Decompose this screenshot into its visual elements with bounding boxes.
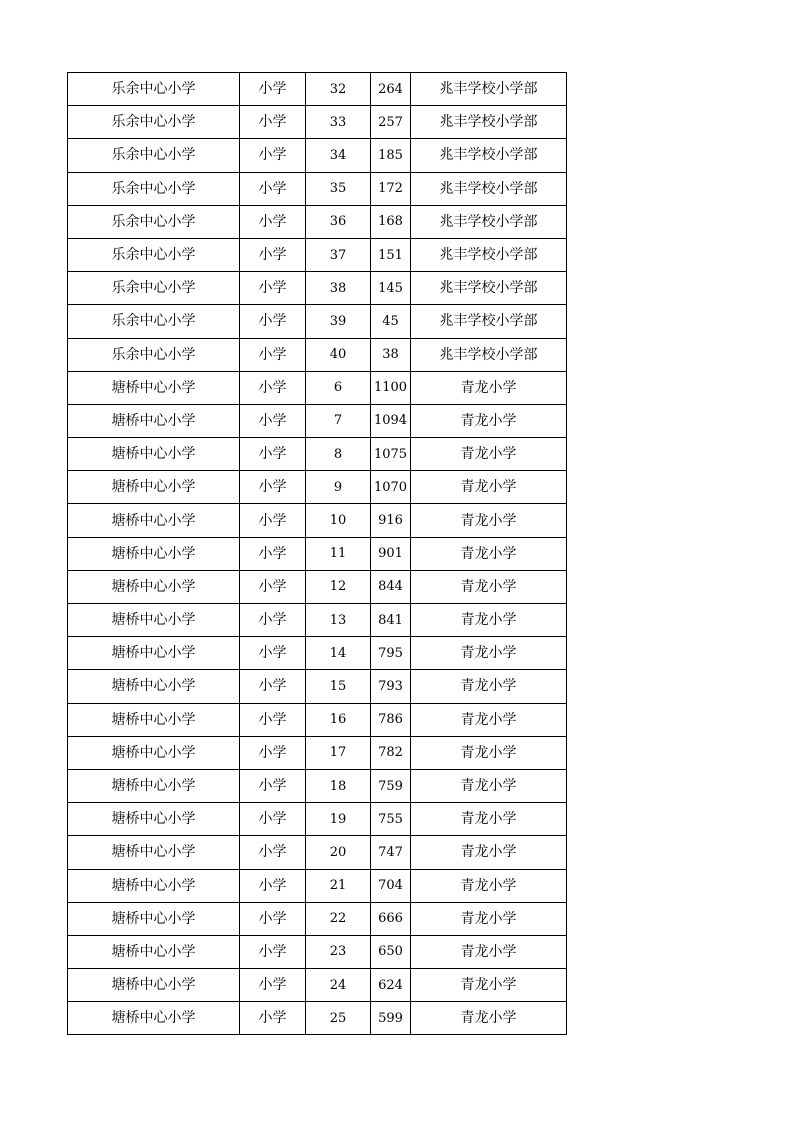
school-level-cell: 小学: [240, 504, 306, 537]
school-level-cell: 小学: [240, 272, 306, 305]
school-name-cell: 塘桥中心小学: [68, 670, 240, 703]
rank-cell: 6: [306, 371, 371, 404]
table-row: [68, 371, 567, 404]
rank-cell: 33: [306, 106, 371, 139]
score-cell: 844: [371, 570, 411, 603]
rank-cell: 13: [306, 604, 371, 637]
target-school-cell: 青龙小学: [411, 969, 567, 1002]
school-name-cell: 塘桥中心小学: [68, 836, 240, 869]
school-name-cell: 乐余中心小学: [68, 305, 240, 338]
school-level-cell: 小学: [240, 205, 306, 238]
school-level-cell: 小学: [240, 106, 306, 139]
table-row: [68, 73, 567, 106]
school-name-cell: 塘桥中心小学: [68, 769, 240, 802]
target-school-cell: 青龙小学: [411, 604, 567, 637]
score-cell: 257: [371, 106, 411, 139]
data-table: [67, 72, 567, 1035]
target-school-cell: 青龙小学: [411, 537, 567, 570]
target-school-cell: 兆丰学校小学部: [411, 205, 567, 238]
score-cell: 1070: [371, 471, 411, 504]
score-cell: 795: [371, 637, 411, 670]
rank-cell: 32: [306, 73, 371, 106]
score-cell: 45: [371, 305, 411, 338]
table-body: [68, 73, 567, 1035]
school-level-cell: 小学: [240, 637, 306, 670]
score-cell: 755: [371, 803, 411, 836]
school-name-cell: 塘桥中心小学: [68, 471, 240, 504]
rank-cell: 35: [306, 172, 371, 205]
school-name-cell: 乐余中心小学: [68, 172, 240, 205]
rank-cell: 11: [306, 537, 371, 570]
target-school-cell: 兆丰学校小学部: [411, 106, 567, 139]
rank-cell: 20: [306, 836, 371, 869]
school-level-cell: 小学: [240, 703, 306, 736]
target-school-cell: 兆丰学校小学部: [411, 238, 567, 271]
score-cell: 1075: [371, 438, 411, 471]
rank-cell: 10: [306, 504, 371, 537]
target-school-cell: 青龙小学: [411, 869, 567, 902]
rank-cell: 7: [306, 404, 371, 437]
rank-cell: 25: [306, 1002, 371, 1035]
school-level-cell: 小学: [240, 836, 306, 869]
target-school-cell: 青龙小学: [411, 504, 567, 537]
rank-cell: 24: [306, 969, 371, 1002]
school-level-cell: 小学: [240, 902, 306, 935]
score-cell: 172: [371, 172, 411, 205]
score-cell: 747: [371, 836, 411, 869]
score-cell: 145: [371, 272, 411, 305]
table-row: [68, 1002, 567, 1035]
score-cell: 1100: [371, 371, 411, 404]
table-row: [68, 935, 567, 968]
table-row: [68, 604, 567, 637]
table-row: [68, 969, 567, 1002]
target-school-cell: 兆丰学校小学部: [411, 338, 567, 371]
table-row: [68, 570, 567, 603]
target-school-cell: 青龙小学: [411, 1002, 567, 1035]
rank-cell: 16: [306, 703, 371, 736]
school-name-cell: 塘桥中心小学: [68, 1002, 240, 1035]
school-name-cell: 乐余中心小学: [68, 272, 240, 305]
school-level-cell: 小学: [240, 471, 306, 504]
rank-cell: 21: [306, 869, 371, 902]
table-row: [68, 238, 567, 271]
school-level-cell: 小学: [240, 338, 306, 371]
school-level-cell: 小学: [240, 305, 306, 338]
school-level-cell: 小学: [240, 1002, 306, 1035]
score-cell: 38: [371, 338, 411, 371]
target-school-cell: 青龙小学: [411, 902, 567, 935]
school-name-cell: 塘桥中心小学: [68, 803, 240, 836]
target-school-cell: 青龙小学: [411, 935, 567, 968]
rank-cell: 23: [306, 935, 371, 968]
rank-cell: 12: [306, 570, 371, 603]
target-school-cell: 兆丰学校小学部: [411, 172, 567, 205]
school-name-cell: 乐余中心小学: [68, 106, 240, 139]
school-name-cell: 塘桥中心小学: [68, 736, 240, 769]
school-name-cell: 乐余中心小学: [68, 338, 240, 371]
score-cell: 759: [371, 769, 411, 802]
score-cell: 704: [371, 869, 411, 902]
school-name-cell: 塘桥中心小学: [68, 604, 240, 637]
school-level-cell: 小学: [240, 73, 306, 106]
school-level-cell: 小学: [240, 604, 306, 637]
target-school-cell: 兆丰学校小学部: [411, 305, 567, 338]
school-name-cell: 塘桥中心小学: [68, 371, 240, 404]
school-name-cell: 塘桥中心小学: [68, 969, 240, 1002]
school-level-cell: 小学: [240, 803, 306, 836]
table-row: [68, 404, 567, 437]
target-school-cell: 青龙小学: [411, 438, 567, 471]
school-level-cell: 小学: [240, 769, 306, 802]
school-name-cell: 塘桥中心小学: [68, 902, 240, 935]
school-name-cell: 乐余中心小学: [68, 73, 240, 106]
school-name-cell: 塘桥中心小学: [68, 504, 240, 537]
school-level-cell: 小学: [240, 935, 306, 968]
table-row: [68, 736, 567, 769]
rank-cell: 34: [306, 139, 371, 172]
target-school-cell: 青龙小学: [411, 836, 567, 869]
score-cell: 782: [371, 736, 411, 769]
school-name-cell: 乐余中心小学: [68, 238, 240, 271]
school-name-cell: 塘桥中心小学: [68, 570, 240, 603]
school-name-cell: 塘桥中心小学: [68, 935, 240, 968]
rank-cell: 17: [306, 736, 371, 769]
target-school-cell: 青龙小学: [411, 471, 567, 504]
school-name-cell: 塘桥中心小学: [68, 404, 240, 437]
school-level-cell: 小学: [240, 238, 306, 271]
score-cell: 168: [371, 205, 411, 238]
target-school-cell: 青龙小学: [411, 404, 567, 437]
table-row: [68, 106, 567, 139]
school-name-cell: 塘桥中心小学: [68, 537, 240, 570]
rank-cell: 40: [306, 338, 371, 371]
target-school-cell: 青龙小学: [411, 670, 567, 703]
score-cell: 786: [371, 703, 411, 736]
school-name-cell: 塘桥中心小学: [68, 703, 240, 736]
score-cell: 264: [371, 73, 411, 106]
score-cell: 599: [371, 1002, 411, 1035]
school-name-cell: 塘桥中心小学: [68, 438, 240, 471]
table-row: [68, 902, 567, 935]
table-row: [68, 504, 567, 537]
school-level-cell: 小学: [240, 869, 306, 902]
target-school-cell: 青龙小学: [411, 570, 567, 603]
school-level-cell: 小学: [240, 404, 306, 437]
target-school-cell: 青龙小学: [411, 803, 567, 836]
score-cell: 1094: [371, 404, 411, 437]
score-cell: 650: [371, 935, 411, 968]
rank-cell: 22: [306, 902, 371, 935]
table-row: [68, 172, 567, 205]
school-name-cell: 乐余中心小学: [68, 139, 240, 172]
target-school-cell: 兆丰学校小学部: [411, 272, 567, 305]
score-cell: 151: [371, 238, 411, 271]
table-row: [68, 305, 567, 338]
target-school-cell: 青龙小学: [411, 371, 567, 404]
school-level-cell: 小学: [240, 438, 306, 471]
table-row: [68, 272, 567, 305]
school-level-cell: 小学: [240, 670, 306, 703]
table-row: [68, 537, 567, 570]
rank-cell: 18: [306, 769, 371, 802]
rank-cell: 36: [306, 205, 371, 238]
rank-cell: 8: [306, 438, 371, 471]
target-school-cell: 青龙小学: [411, 703, 567, 736]
school-level-cell: 小学: [240, 736, 306, 769]
school-name-cell: 乐余中心小学: [68, 205, 240, 238]
school-level-cell: 小学: [240, 172, 306, 205]
score-cell: 793: [371, 670, 411, 703]
table-row: [68, 670, 567, 703]
table-row: [68, 769, 567, 802]
score-cell: 901: [371, 537, 411, 570]
table-row: [68, 471, 567, 504]
score-cell: 916: [371, 504, 411, 537]
target-school-cell: 兆丰学校小学部: [411, 139, 567, 172]
score-cell: 624: [371, 969, 411, 1002]
rank-cell: 15: [306, 670, 371, 703]
score-cell: 666: [371, 902, 411, 935]
table-row: [68, 803, 567, 836]
table-row: [68, 205, 567, 238]
school-level-cell: 小学: [240, 570, 306, 603]
target-school-cell: 青龙小学: [411, 637, 567, 670]
table-row: [68, 836, 567, 869]
rank-cell: 14: [306, 637, 371, 670]
target-school-cell: 青龙小学: [411, 736, 567, 769]
school-level-cell: 小学: [240, 139, 306, 172]
school-level-cell: 小学: [240, 371, 306, 404]
table-row: [68, 139, 567, 172]
school-level-cell: 小学: [240, 969, 306, 1002]
school-level-cell: 小学: [240, 537, 306, 570]
rank-cell: 19: [306, 803, 371, 836]
school-name-cell: 塘桥中心小学: [68, 637, 240, 670]
rank-cell: 39: [306, 305, 371, 338]
score-cell: 841: [371, 604, 411, 637]
table-row: [68, 438, 567, 471]
rank-cell: 38: [306, 272, 371, 305]
school-name-cell: 塘桥中心小学: [68, 869, 240, 902]
target-school-cell: 兆丰学校小学部: [411, 73, 567, 106]
rank-cell: 9: [306, 471, 371, 504]
table-row: [68, 703, 567, 736]
score-cell: 185: [371, 139, 411, 172]
table-row: [68, 637, 567, 670]
rank-cell: 37: [306, 238, 371, 271]
table-row: [68, 869, 567, 902]
table-row: [68, 338, 567, 371]
target-school-cell: 青龙小学: [411, 769, 567, 802]
